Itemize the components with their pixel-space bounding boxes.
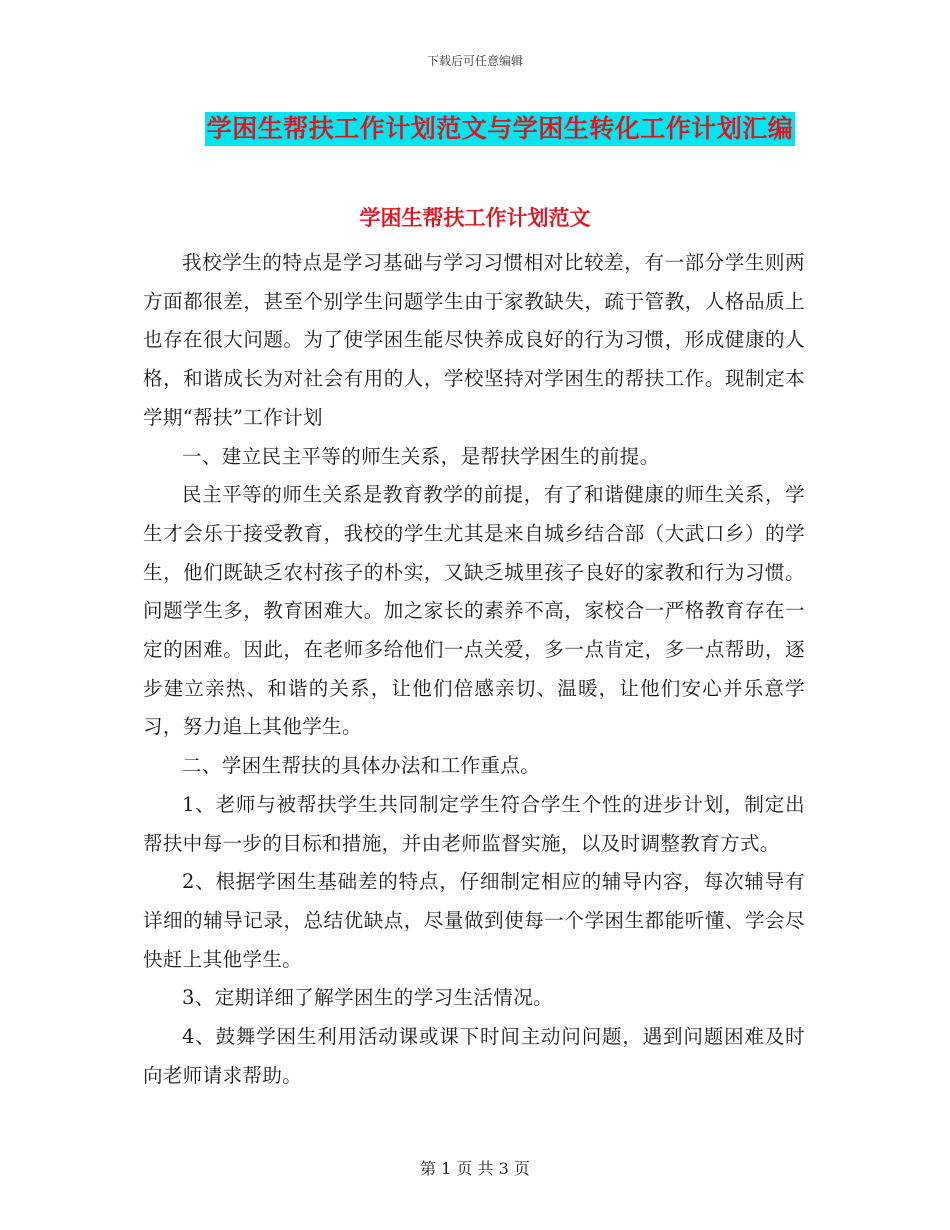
list-item-4: 4、鼓舞学困生利用活动课或课下时间主动问问题，遇到问题困难及时向老师请求帮助。 [143,1025,805,1087]
document-title-wrap [0,112,950,146]
list-item-3: 3、定期详细了解学困生的学习生活情况。 [182,986,554,1010]
document-body [143,244,805,1095]
document-title: 学困生帮扶工作计划范文与学困生转化工作计划汇编 [205,112,796,146]
paragraph-relationship: 民主平等的师生关系是教育教学的前提，有了和谐健康的师生关系，学生才会乐于接受教育，我校的学生尤其是来自城乡结合部（大武口乡）的学生，他们既缺乏农村孩子的朴实，又缺乏城里孩子良好的家教和行为习惯。问题学生多，教育困难大。加之家长的素养不高，家校合一严格教育存在一定的困难。因此，在老师多给他们一点关爱，多一点肯定，多一点帮助，逐步建立亲热、和谐的关系，让他们倍感亲切、温暖，让他们安心并乐意学习，努力追上其他学生。 [143,483,805,739]
paragraph-intro: 我校学生的特点是学习基础与学习习惯相对比较差，有一部分学生则两方面都很差，甚至个别学生问题学生由于家教缺失，疏于管教，人格品质上也存在很大问题。为了使学困生能尽快养成良好的行为习惯，形成健康的人格，和谐成长为对社会有用的人，学校坚持对学困生的帮扶工作。现制定本学期“帮扶”工作计划 [143,251,805,429]
page-header: 下载后可任意编辑 [426,54,523,68]
section-title: 学困生帮扶工作计划范文 [359,206,591,230]
list-item-1: 1、老师与被帮扶学生共同制定学生符合学生个性的进步计划，制定出帮扶中每一步的目标和措施，并由老师监督实施，以及时调整教育方式。 [143,792,805,855]
list-item-2: 2、根据学困生基础差的特点，仔细制定相应的辅导内容，每次辅导有详细的辅导记录，总结优缺点，尽量做到使每一个学困生都能听懂、学会尽快赶上其他学生。 [143,870,805,971]
page-footer: 第 1 页 共 3 页 [420,1159,530,1178]
heading-one: 一、建立民主平等的师生关系，是帮扶学困生的前提。 [182,444,660,468]
heading-two: 二、学困生帮扶的具体办法和工作重点。 [182,754,541,778]
